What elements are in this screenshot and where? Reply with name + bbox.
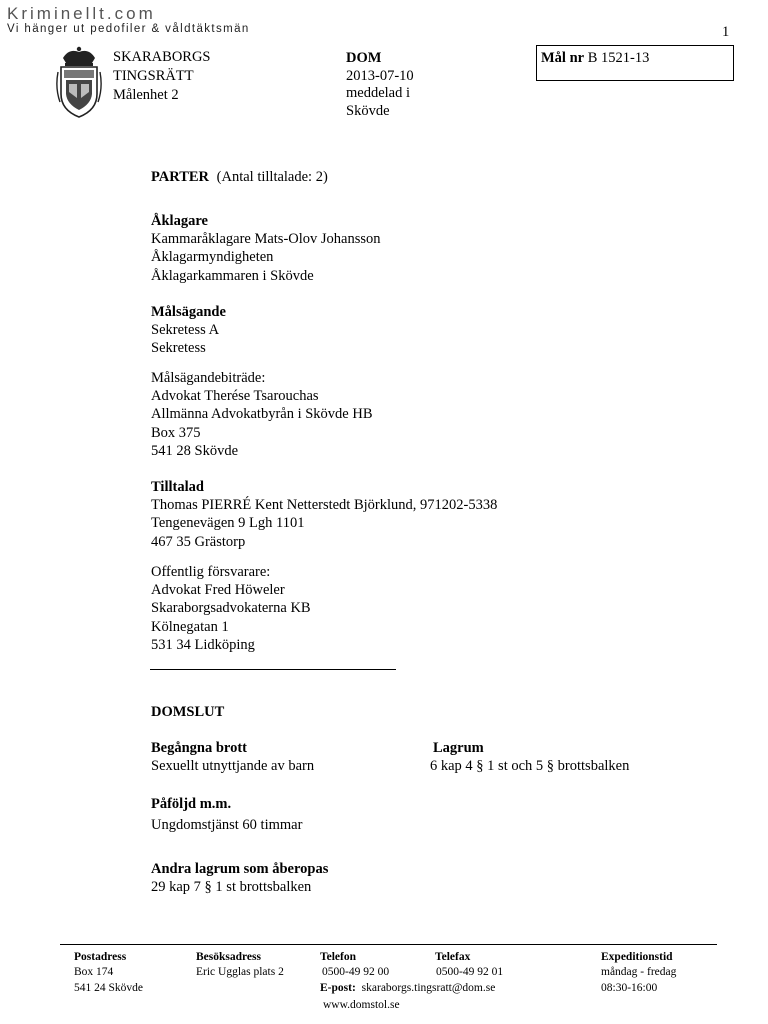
andra-lagrum-value: 29 kap 7 § 1 st brottsbalken — [151, 879, 312, 895]
footer-exp-days: måndag - fredag — [601, 966, 677, 978]
footer-divider — [60, 944, 717, 945]
document-place: Skövde — [346, 103, 390, 119]
aklagare-line: Kammaråklagare Mats-Olov Johansson — [151, 231, 381, 248]
watermark-tagline: Vi hänger ut pedofiler & våldtäktsmän — [7, 23, 250, 35]
parter-heading-line — [151, 168, 328, 186]
page-number: 1 — [722, 24, 730, 40]
footer-telefon-label: Telefon — [320, 951, 356, 963]
footer-epost-address[interactable]: skaraborgs.tingsratt@dom.se — [361, 982, 496, 994]
domslut-heading: DOMSLUT — [151, 704, 225, 720]
brott-heading: Begångna brott — [151, 740, 248, 756]
footer-besok-label: Besöksadress — [196, 951, 261, 963]
lagrum-value: 6 kap 4 § 1 st och 5 § brottsbalken — [430, 758, 630, 774]
brott-value: Sexuellt utnyttjande av barn — [151, 758, 315, 774]
malsagandebitrade-section — [151, 369, 373, 460]
malsagande-section — [151, 303, 226, 358]
forsvarare-line: Offentlig försvarare: — [151, 564, 271, 580]
bitrade-line: Allmänna Advokatbyrån i Skövde HB — [151, 406, 373, 423]
footer-besok-line1: Eric Ugglas plats 2 — [196, 966, 284, 978]
document-date: 2013-07-10 — [346, 68, 414, 84]
footer-website-link[interactable]: www.domstol.se — [323, 999, 400, 1011]
footer-postadress-line2: 541 24 Skövde — [74, 982, 143, 994]
parter-count: (Antal tilltalade: 2) — [216, 169, 328, 185]
forsvarare-line: Advokat Fred Höweler — [151, 582, 285, 599]
footer-postadress-line1: Box 174 — [74, 966, 114, 978]
aklagare-line: Åklagarmyndigheten — [151, 249, 274, 266]
tilltalad-line: Tengenevägen 9 Lgh 1101 — [151, 515, 305, 532]
watermark-site: Kriminellt.com — [7, 4, 156, 23]
bitrade-line: Box 375 — [151, 424, 201, 441]
tilltalad-line: Thomas PIERRÉ Kent Netterstedt Björklund, 971202-5338 — [151, 497, 498, 514]
document-issued-label: meddelad i — [346, 85, 411, 101]
pafoljd-heading: Påföljd m.m. — [151, 796, 232, 812]
forsvarare-line: Skaraborgsadvokaterna KB — [151, 600, 311, 617]
malsagande-heading: Målsägande — [151, 304, 226, 320]
court-name-line2: TINGSRÄTT — [113, 68, 194, 84]
aklagare-heading: Åklagare — [151, 213, 208, 229]
footer-telefon: 0500-49 92 00 — [322, 966, 390, 978]
footer-exp-label: Expeditionstid — [601, 951, 673, 963]
court-name-line1: SKARABORGS — [113, 49, 211, 65]
forsvarare-line: Kölnegatan 1 — [151, 618, 229, 635]
case-number-value: B 1521-13 — [587, 50, 650, 66]
case-number-label: Mål nr — [541, 50, 585, 66]
malsagande-line: Sekretess A — [151, 322, 220, 339]
forsvarare-section — [151, 563, 311, 654]
tilltalad-line: 467 35 Grästorp — [151, 533, 246, 550]
bitrade-line: Advokat Therése Tsarouchas — [151, 388, 319, 405]
aklagare-line: Åklagarkammaren i Skövde — [151, 267, 314, 284]
case-number — [541, 49, 649, 67]
footer-telefax-label: Telefax — [435, 951, 471, 963]
tilltalad-section — [151, 478, 497, 551]
lagrum-heading: Lagrum — [433, 740, 484, 756]
footer-epost — [320, 980, 495, 996]
footer-epost-label: E-post: — [320, 982, 356, 994]
bitrade-line: 541 28 Skövde — [151, 442, 238, 459]
footer-postadress-label: Postadress — [74, 951, 127, 963]
section-divider — [150, 669, 396, 670]
tilltalad-heading: Tilltalad — [151, 479, 204, 495]
malsagande-line: Sekretess — [151, 340, 206, 357]
pafoljd-value: Ungdomstjänst 60 timmar — [151, 817, 303, 833]
andra-lagrum-heading: Andra lagrum som åberopas — [151, 861, 329, 877]
court-unit: Målenhet 2 — [113, 87, 179, 103]
bitrade-line: Målsägandebiträde: — [151, 370, 266, 386]
footer-telefax: 0500-49 92 01 — [436, 966, 504, 978]
aklagare-section — [151, 212, 381, 285]
parter-heading: PARTER — [151, 169, 210, 185]
forsvarare-line: 531 34 Lidköping — [151, 636, 255, 653]
document-type: DOM — [346, 50, 382, 66]
court-coat-of-arms-icon — [55, 44, 103, 119]
footer-exp-hours: 08:30-16:00 — [601, 982, 658, 994]
